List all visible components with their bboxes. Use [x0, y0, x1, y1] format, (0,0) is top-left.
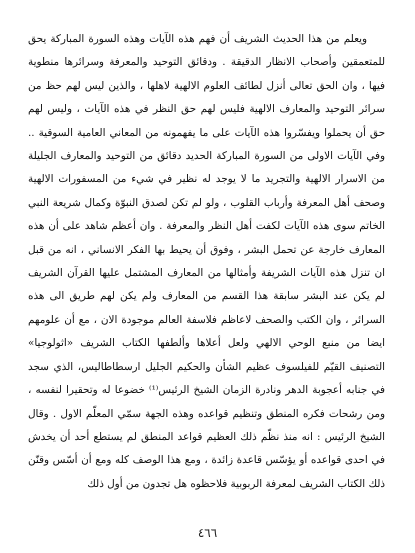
page-number: ٤٦٦ [197, 526, 218, 540]
body-text [28, 28, 385, 496]
paragraph: ويعلم من هذا الحديث الشريف أن فهم هذه الآيات وهذه السورة المباركة يحق للمتعمقين وأصحاب الانظار الدقيقة . ودقائق التوحيد والمعرفة وسرائرها منطوية فيها ، وان الحق تعالى أنزل لطائف العلوم الالهية لاهلها ، والذين ليس لهم حظ من سرائر التوحيد والمعارف الالهية فليس لهم حق النظر في هذه الآيات ، وليس لهم حق أن يحملوا ويفسّروا هذه الآيات على ما يفهمونه من المعاني العامية السوقية .. وفي الآيات الاولى من السورة المباركة الحديد دقائق من التوحيد والمعارف الجليلة من الاسرار الالهية والتجريد ما لا يوجد له نظير في شيء من المسفورات الالهية وصحف أهل المعرفة وأرباب القلوب ، ولو لم تكن لصدق النبوّة وكمال شريعة النبي الخاتم سوى هذه الآيات لكفت أهل النظر والمعرفة . وان أعظم شاهد على أن هذه المعارف خارجة عن تحمل البشر ، وفوق أن يحيط بها الفكر الانساني ، انه من قبل ان تنزل هذه الآيات الشريفة وأمثالها من المعارف المشتمل عليها القرآن الشريف لم يكن عند البشر سابقة هذا القسم من المعارف ولم يكن لهم طريق الى هذه السرائر ، وان الكتب والصحف لاعاظم فلاسفة العالم موجودة الان ، مع أن علومهم ايضا من منبع الوحي الالهي ولعل أعلاها وألطفها الكتاب الشريف «اثولوجيا» التصنيف القيّم للفيلسوف عظيم الشأن والحكيم الجليل ارسطاطاليس، الذي سجد في جنابه أعجوبة الدهر ونادرة الزمان الشيخ الرئيس⁽¹⁾ خضوعا له وتحقيرا لنفسه ، ومن رشحات فكره المنطق وتنظيم قواعده وهذه الجهة سمّي المعلّم الاول . وقال الشيخ الرئيس : انه منذ نظّم ذلك العظيم قواعد المنطق لم يستطع أحد أن يخدش في احدى قواعده أو يؤسّس قاعدة زائدة ، ومع هذا الوصف كله ومع أن أسّس وقنّن ذلك الكتاب الشريف لمعرفة الربوبية فلاحظوه هل تجدون من أول ذلك [28, 33, 385, 490]
